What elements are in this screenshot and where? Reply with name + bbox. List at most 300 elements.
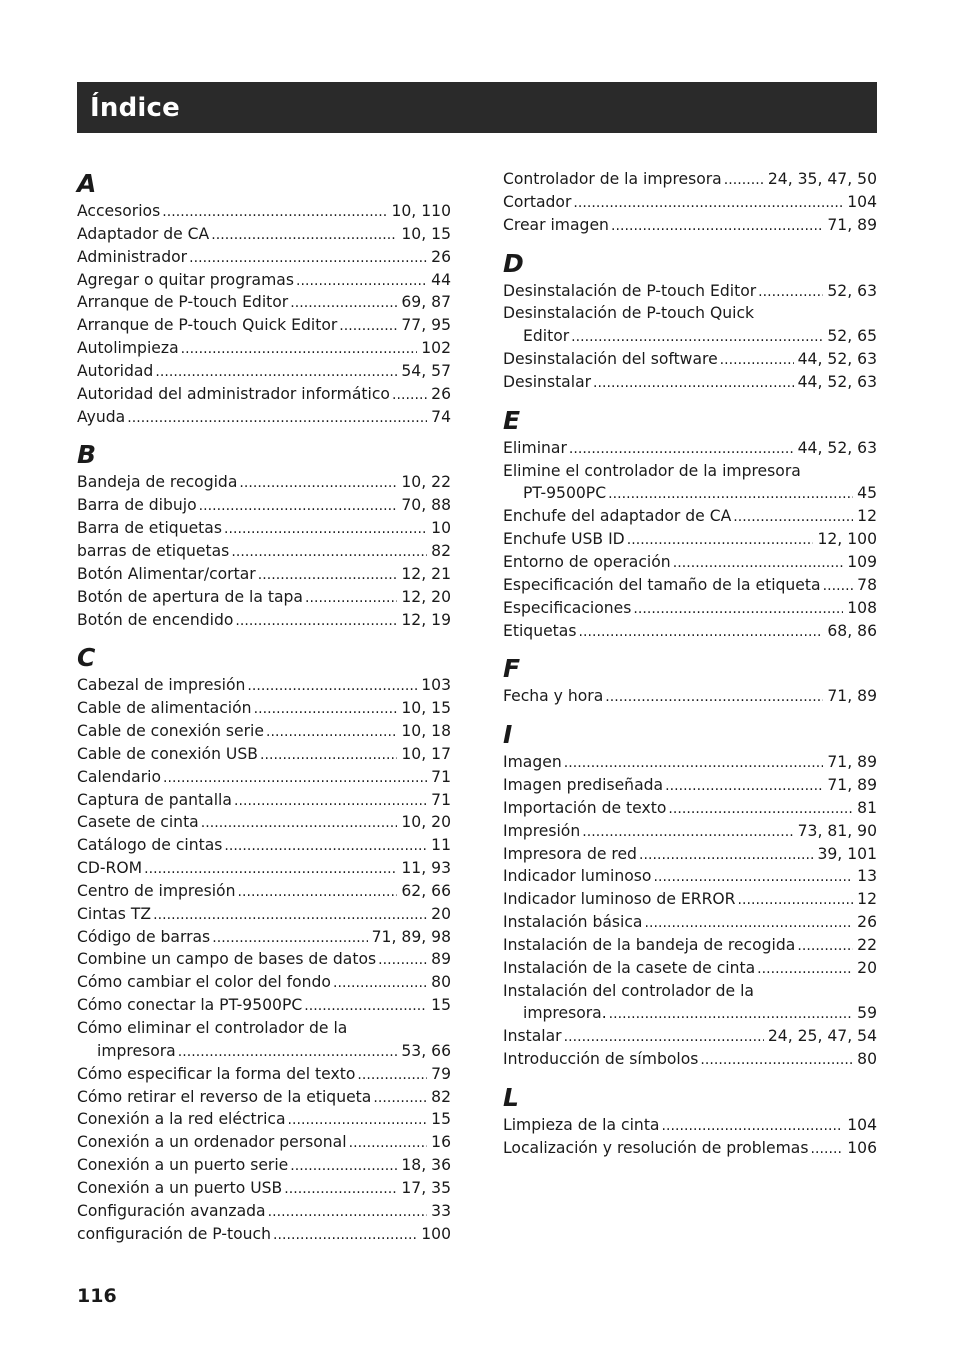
dot-leader [237,880,397,903]
index-entry [503,820,877,843]
dot-leader [571,325,823,348]
index-entry-term: Autoridad del administrador informático [77,384,390,403]
index-entry-term: Barra de dibujo [77,496,197,515]
index-section [503,719,877,1071]
index-entry-pages: 71 [431,767,451,786]
index-entry [77,1223,451,1246]
dot-leader [266,720,397,743]
index-entry-continuation: impresora [97,1041,176,1060]
index-entry-pages: 44 [431,270,451,289]
dot-leader [639,843,814,866]
dot-leader [611,214,823,237]
index-entry [503,482,877,505]
dot-leader [564,751,824,774]
dot-leader [724,168,764,191]
index-entry-term: Desinstalación de P-touch Editor [503,281,757,300]
section-letter: C [77,643,96,673]
index-entry-pages: 69, 87 [401,293,451,312]
index-entry-pages: 71, 89, 98 [371,927,451,946]
dot-leader [288,1108,428,1131]
index-entry [77,540,451,563]
index-entry-term: Especificaciones [503,598,632,617]
index-entry-pages: 10, 22 [401,473,451,492]
index-entry-term: Instalar [503,1027,562,1046]
index-entry-pages: 80 [857,1050,877,1069]
index-entry [77,1200,451,1223]
index-entry-term: Instalación básica [503,913,643,932]
index-entry-pages: 102 [421,339,451,358]
index-entry [77,494,451,517]
index-entry-pages: 12, 100 [817,530,877,549]
index-entry [503,280,877,303]
dot-leader [733,505,853,528]
index-entry-term: Indicador luminoso de ERROR [503,890,736,909]
index-entry-pages: 39, 101 [817,844,877,863]
index-entry-term: Desinstalación de P-touch Quick [503,304,755,323]
index-entry-term: Catálogo de cintas [77,836,223,855]
index-entry-pages: 33 [431,1201,451,1220]
index-section [503,405,877,643]
index-entry-pages: 71, 89 [827,215,877,234]
index-column-left [77,168,451,1245]
dot-leader [605,685,823,708]
index-entry [77,383,451,406]
index-entry-pages: 74 [431,407,451,426]
index-entry-pages: 12, 20 [401,587,451,606]
index-entry-term: Fecha y hora [503,687,604,706]
dot-leader [260,743,397,766]
dot-leader [247,674,417,697]
index-entry-term: Etiquetas [503,621,577,640]
index-entry-term: Imagen prediseñada [503,776,664,795]
section-letter: F [503,654,521,684]
index-entry-term: Imagen [503,753,562,772]
index-entry-term: Conexión a un ordenador personal [77,1133,347,1152]
index-title-bar [77,82,877,133]
dot-leader [254,697,398,720]
dot-leader [235,609,397,632]
index-entry [77,586,451,609]
dot-leader [392,383,427,406]
dot-leader [573,191,843,214]
index-entry [77,517,451,540]
index-entry-pages: 45 [857,484,877,503]
index-entry [77,766,451,789]
index-section [77,642,451,1245]
dot-leader [720,348,794,371]
dot-leader [273,1223,417,1246]
dot-leader [378,948,427,971]
index-entry-pages: 24, 25, 47, 54 [767,1027,877,1046]
index-entry-continuation: impresora. [523,1004,607,1023]
dot-leader [290,1154,397,1177]
dot-leader [582,820,793,843]
index-entry [77,1108,451,1131]
index-entry-pages: 12, 19 [401,610,451,629]
index-entry-term: Arranque de P-touch Editor [77,293,289,312]
index-entry-pages: 10, 18 [401,722,451,741]
index-entry [503,191,877,214]
index-entry-term: Crear imagen [503,215,609,234]
index-entry [77,1177,451,1200]
index-entry-pages: 100 [421,1224,451,1243]
index-section [503,1082,877,1160]
index-entry-term: Desinstalación del software [503,350,718,369]
index-entry [77,314,451,337]
index-entry-term: Autolimpieza [77,339,179,358]
index-entry [77,200,451,223]
dot-leader [578,620,823,643]
index-section [503,653,877,708]
dot-leader [153,903,427,926]
index-entry-term: Importación de texto [503,798,667,817]
index-entry-term: Agregar o quitar programas [77,270,294,289]
index-entry-pages: 104 [847,1116,877,1134]
index-entry-pages: 26 [431,384,451,403]
index-entry [77,903,451,926]
index-entry-pages: 79 [431,1064,451,1083]
index-entry-term: Instalación de la bandeja de recogida [503,935,796,954]
dot-leader [199,494,398,517]
index-entry [77,471,451,494]
index-entry-term: configuración de P-touch [77,1224,271,1243]
dot-leader [593,371,794,394]
index-entry-term: Entorno de operación [503,552,671,571]
index-entry [77,880,451,903]
dot-leader [665,774,823,797]
index-entry [503,843,877,866]
index-entry-term: Enchufe USB ID [503,530,625,549]
index-entry-term: Enchufe del adaptador de CA [503,507,732,526]
index-entry-term: Cómo conectar la PT-9500PC [77,996,303,1015]
index-entry-pages: 20 [857,958,877,977]
index-entry [77,674,451,697]
index-entry-pages: 44, 52, 63 [797,350,877,369]
index-entry-pages: 12 [857,890,877,909]
index-entry [77,1063,451,1086]
index-entry [77,1040,451,1063]
index-entry-pages: 44, 52, 63 [797,438,877,457]
index-entry-pages: 82 [431,1087,451,1106]
index-entry [503,1002,877,1025]
index-entry [77,246,451,269]
section-letter: D [503,248,524,278]
section-letter: E [503,405,521,435]
index-entry-term: Botón de encendido [77,610,234,629]
index-entry [77,971,451,994]
dot-leader [627,528,814,551]
dot-leader [234,789,427,812]
index-entry-term: Adaptador de CA [77,224,210,243]
index-entry-pages: 12 [857,507,877,526]
index-entry-pages: 11, 93 [401,859,451,878]
index-entry [77,811,451,834]
index-entry-continuation: PT-9500PC [523,484,607,503]
index-entry-term: Especificación del tamaño de la etiqueta [503,575,821,594]
dot-leader [290,291,397,314]
dot-leader [231,540,427,563]
index-entry [77,743,451,766]
index-entry-term: Desinstalar [503,372,592,391]
index-entry-pages: 108 [847,598,877,617]
dot-leader [608,482,853,505]
index-entry-pages: 89 [431,950,451,969]
dot-leader [810,1137,843,1160]
index-entry [503,371,877,394]
index-section [77,439,451,631]
dot-leader [224,834,427,857]
index-entry [503,1025,877,1048]
dot-leader [155,360,397,383]
dot-leader [373,1086,427,1109]
index-entry-pages: 73, 81, 90 [797,821,877,840]
index-entry-term: Cómo retirar el reverso de la etiqueta [77,1087,372,1106]
index-entry-pages: 10, 110 [391,202,451,220]
dot-leader [333,971,427,994]
dot-leader [127,406,427,429]
section-letter: B [77,440,97,470]
index-entry [77,1131,451,1154]
index-entry [77,994,451,1017]
index-entry [503,911,877,934]
index-entry [503,865,877,888]
index-entry [503,325,877,348]
index-entry [77,360,451,383]
index-section [77,168,451,428]
dot-leader [633,597,843,620]
index-entry-pages: 15 [431,996,451,1015]
index-entry [503,620,877,643]
index-entry-term: Código de barras [77,927,211,946]
dot-leader [296,269,427,292]
index-entry-pages: 20 [431,904,451,923]
index-entry-term: Cable de conexión serie [77,722,264,741]
dot-leader [239,471,397,494]
index-entry [503,168,877,191]
index-entry [77,789,451,812]
dot-leader [564,1025,764,1048]
index-entry [77,1086,451,1109]
dot-leader [339,314,397,337]
index-section [503,248,877,394]
index-entry-term: Localización y resolución de problemas [503,1138,809,1157]
index-entry-term: Cable de alimentación [77,699,252,718]
index-entry [77,609,451,632]
index-entry-term: Cómo cambiar el color del fondo [77,973,331,992]
index-column-right [503,168,877,1160]
index-entry-term: Eliminar [503,438,567,457]
index-entry-pages: 81 [857,798,877,817]
index-entry-term: Cómo especificar la forma del texto [77,1064,356,1083]
index-entry-term: Limpieza de la cinta [503,1116,660,1134]
index-entry-term: Configuración avanzada [77,1201,266,1220]
index-entry [77,291,451,314]
index-entry [503,528,877,551]
index-entry [77,337,451,360]
dot-leader [797,934,853,957]
index-entry [77,926,451,949]
index-entry-pages: 103 [421,676,451,695]
dot-leader [268,1200,428,1223]
index-entry [503,797,877,820]
dot-leader [224,517,427,540]
index-entry [503,348,877,371]
dot-leader [569,437,794,460]
index-entry-term: Accesorios [77,202,161,220]
index-entry [77,834,451,857]
index-entry-pages: 44, 52, 63 [797,372,877,391]
dot-leader [662,1114,844,1137]
index-entry-pages: 10, 17 [401,744,451,763]
dot-leader [212,926,367,949]
index-entry-pages: 11 [431,836,451,855]
index-entry-pages: 10, 15 [401,224,451,243]
index-entry-term: Instalación del controlador de la [503,981,754,1000]
dot-leader [668,797,853,820]
index-entry [503,1137,877,1160]
index-entry-pages: 71 [431,790,451,809]
dot-leader [653,865,853,888]
index-entry-pages: 52, 63 [827,281,877,300]
index-entry-term: Cintas TZ [77,904,152,923]
section-letter: L [503,1083,519,1112]
index-entry [503,214,877,237]
index-entry-term: Impresora de red [503,844,637,863]
dot-leader [609,1002,853,1025]
section-letter: A [77,169,97,198]
dot-leader [700,1048,853,1071]
index-entry [77,406,451,429]
index-entry-pages: 78 [857,575,877,594]
index-entry [503,774,877,797]
index-entry-pages: 82 [431,541,451,560]
index-entry [77,948,451,971]
index-entry [77,563,451,586]
index-entry-pages: 62, 66 [401,881,451,900]
index-entry [503,751,877,774]
index-entry [503,505,877,528]
index-entry-term: Instalación de la casete de cinta [503,958,756,977]
dot-leader [304,994,427,1017]
index-entry [77,697,451,720]
index-entry-pages: 71, 89 [827,687,877,706]
dot-leader [144,857,397,880]
dot-leader [258,563,398,586]
dot-leader [178,1040,398,1063]
index-section [503,168,877,237]
index-entry-pages: 10, 15 [401,699,451,718]
index-entry-pages: 10 [431,519,451,538]
index-entry-term: Controlador de la impresora [503,170,722,188]
index-entry [503,685,877,708]
index-entry-term: Ayuda [77,407,126,426]
index-entry-pages: 17, 35 [401,1178,451,1197]
index-entry-pages: 54, 57 [401,361,451,380]
index-entry-pages: 52, 65 [827,327,877,346]
index-entry-pages: 104 [847,192,877,211]
index-entry-term: Arranque de P-touch Quick Editor [77,316,338,335]
index-entry-term: Cortador [503,192,572,211]
index-entry-term: Botón Alimentar/cortar [77,564,256,583]
index-entry-term: Elimine el controlador de la impresora [503,461,801,480]
dot-leader [284,1177,397,1200]
index-entry [77,1154,451,1177]
index-entry-term: barras de etiquetas [77,541,230,560]
index-entry-pages: 59 [857,1004,877,1023]
index-entry-pages: 109 [847,552,877,571]
dot-leader [189,246,427,269]
dot-leader [305,586,397,609]
index-entry-term: Introducción de símbolos [503,1050,699,1069]
dot-leader [673,551,844,574]
section-letter: I [503,720,513,750]
index-entry [503,574,877,597]
index-entry [77,857,451,880]
index-entry-pages: 26 [431,247,451,266]
index-entry-term: Bandeja de recogida [77,473,238,492]
index-entry-term: Casete de cinta [77,813,199,832]
index-entry-pages: 16 [431,1133,451,1152]
index-entry [77,269,451,292]
index-entry [77,720,451,743]
index-entry-pages: 13 [857,867,877,886]
index-entry-pages: 68, 86 [827,621,877,640]
index-entry-term: Barra de etiquetas [77,519,222,538]
dot-leader [349,1131,428,1154]
index-entry-pages: 10, 20 [401,813,451,832]
index-entry-term: Conexión a un puerto serie [77,1156,289,1175]
dot-leader [201,811,398,834]
dot-leader [181,337,418,360]
index-entry [503,551,877,574]
dot-leader [357,1063,427,1086]
index-entry-pages: 53, 66 [401,1041,451,1060]
index-entry-pages: 22 [857,935,877,954]
index-entry-term: Cómo eliminar el controlador de la [77,1019,348,1037]
dot-leader [758,280,823,303]
index-entry-pages: 71, 89 [827,753,877,772]
index-entry [503,934,877,957]
index-entry-term: Impresión [503,821,581,840]
dot-leader [757,957,853,980]
dot-leader [211,223,397,246]
index-entry-term: Indicador luminoso [503,867,652,886]
index-entry-pages: 77, 95 [401,316,451,335]
index-entry [503,597,877,620]
index-entry-term: Combine un campo de bases de datos [77,950,377,969]
dot-leader [162,200,387,223]
dot-leader [738,888,854,911]
index-entry-pages: 12, 21 [401,564,451,583]
dot-leader [163,766,427,789]
index-entry-term: Cable de conexión USB [77,744,258,763]
page-number: 116 [77,1285,117,1307]
page-title: Índice [90,92,180,123]
index-entry-pages: 80 [431,973,451,992]
index-entry [503,437,877,460]
index-entry-term: Botón de apertura de la tapa [77,587,303,606]
index-entry-pages: 15 [431,1110,451,1129]
index-entry-pages: 18, 36 [401,1156,451,1175]
index-entry-term: Captura de pantalla [77,790,232,809]
index-entry [503,1114,877,1137]
index-entry-pages: 26 [857,913,877,932]
index-entry [503,957,877,980]
index-entry-term: Cabezal de impresión [77,676,246,695]
index-entry-term: Autoridad [77,361,154,380]
index-entry-term: Administrador [77,247,188,266]
index-entry [77,223,451,246]
